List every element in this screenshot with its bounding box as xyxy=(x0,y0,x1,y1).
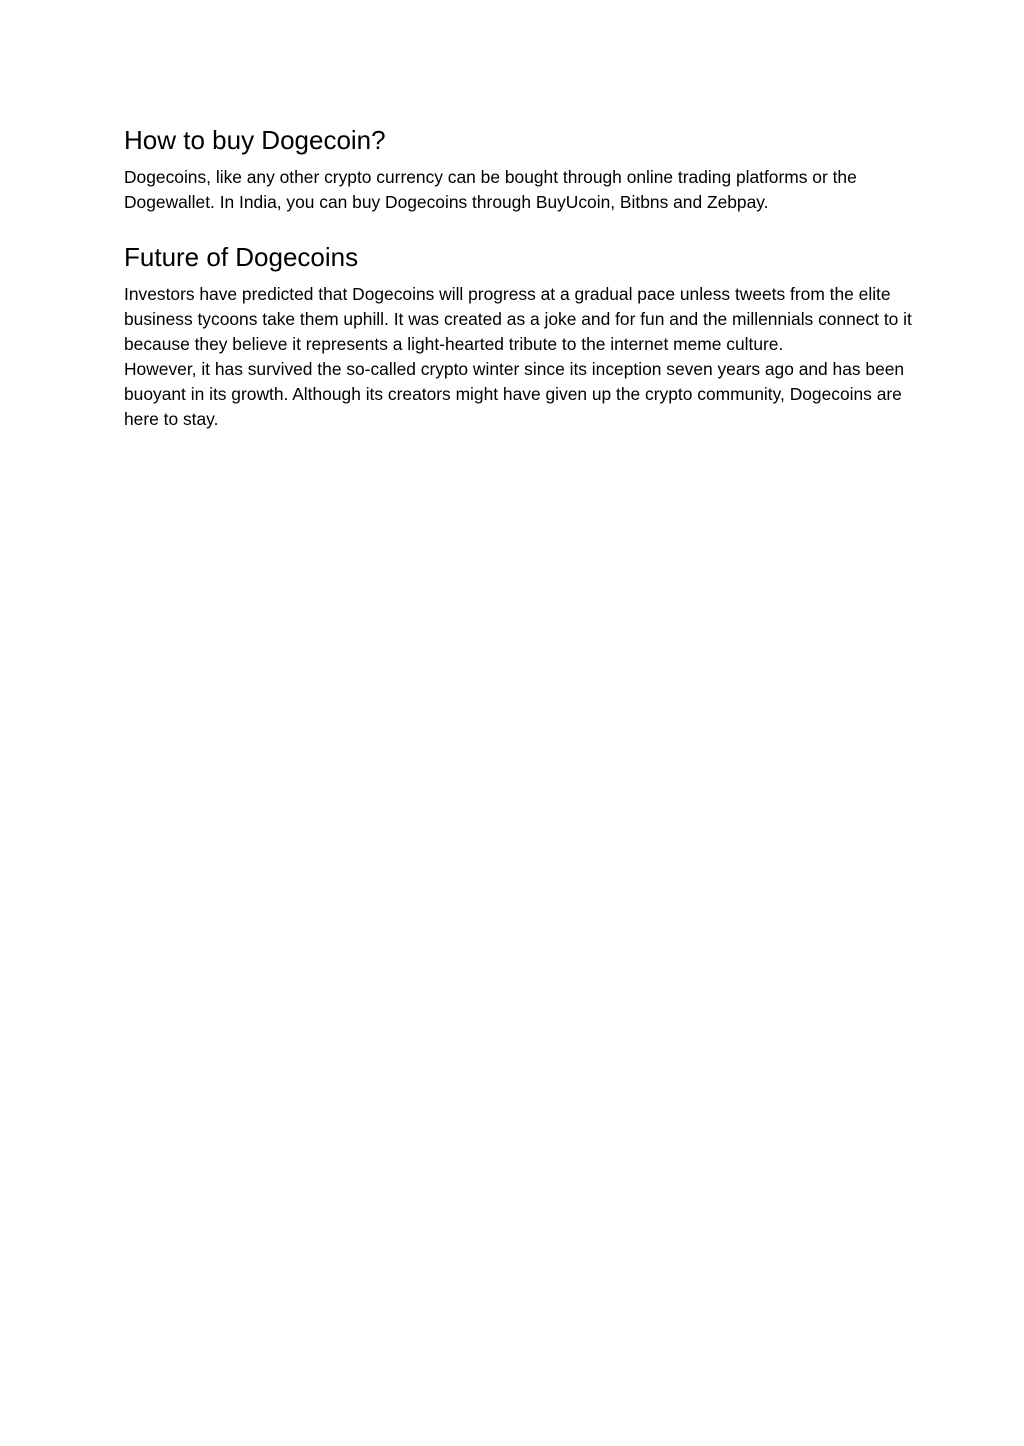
section-heading: Future of Dogecoins xyxy=(124,242,359,272)
section-how-to-buy xyxy=(124,124,914,215)
section-heading: How to buy Dogecoin? xyxy=(124,125,386,155)
document-body xyxy=(124,124,914,432)
section-paragraph: Dogecoins, like any other crypto currency can be bought through online trading platforms or the Dogewallet. In India, you can buy Dogecoins through BuyUcoin, Bitbns and Zebpay. xyxy=(124,167,857,212)
section-paragraph: However, it has survived the so-called crypto winter since its inception seven years ago and has been buoyant in its growth. Although its creators might have given up the crypto community, Dogecoins are here to stay. xyxy=(124,359,905,429)
section-future xyxy=(124,241,914,432)
section-paragraph: Investors have predicted that Dogecoins will progress at a gradual pace unless tweets from the elite business tycoons take them uphill. It was created as a joke and for fun and the millennials connect to it because they believe it represents a light-hearted tribute to the internet meme culture. xyxy=(124,284,912,354)
